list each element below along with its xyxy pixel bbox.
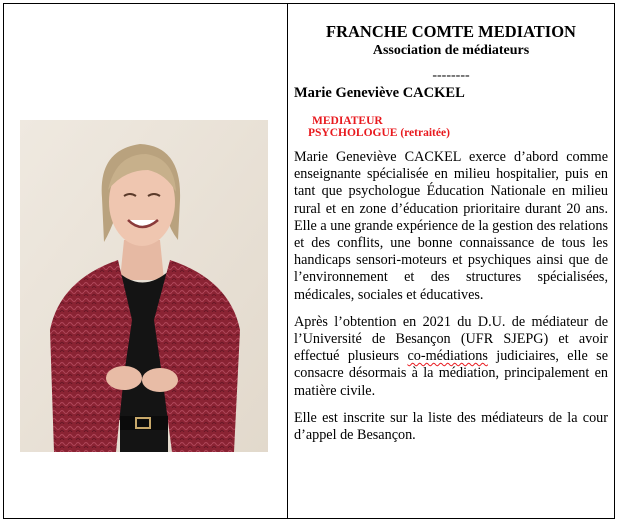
separator-line: --------	[432, 68, 470, 83]
bio-paragraph-2	[294, 314, 608, 400]
portrait-photo	[20, 120, 268, 452]
organization-subtitle: Association de médiateurs	[372, 43, 530, 58]
portrait-illustration	[20, 120, 268, 452]
role-line-1: MEDIATEUR	[312, 115, 383, 127]
role-line-2: PSYCHOLOGUE (retraitée)	[308, 127, 450, 139]
organization-title: FRANCHE COMTE MEDIATION	[326, 22, 576, 41]
right-column	[294, 22, 608, 444]
column-divider	[287, 3, 288, 519]
bio-paragraph-2-end: judiciaires, elle se consacre désormais à la médiation, principalement en matière civile.	[294, 348, 608, 399]
spellcheck-flagged-word: co-médiations	[407, 348, 488, 365]
person-name: Marie Geneviève CACKEL	[294, 85, 465, 101]
bio-paragraph-1: Marie Geneviève CACKEL exerce d’abord comme enseignante spécialisée en milieu hospitalier, puis en tant que psychologue Éducation Nationale en milieu rural et en zone d’éducation prioritaire durant 20 ans. Elle a une grande expérience de la gestion des relations et des conflits, une bonne connaissance de tous les handicaps sensori-moteurs et psychiques ainsi que de l’environnement et des structures spécialisées, médicales, sociales et éducatives.	[294, 149, 608, 303]
bio-paragraph-2-start: Après l’obtention en 2021 du D.U. de médiateur de l’Université de Besançon (UFR SJEPG) et avoir effectué plusieurs	[294, 313, 608, 365]
role-block	[308, 115, 608, 139]
bio-paragraph-3: Elle est inscrite sur la liste des médiateurs de la cour d’appel de Besançon.	[294, 409, 608, 444]
